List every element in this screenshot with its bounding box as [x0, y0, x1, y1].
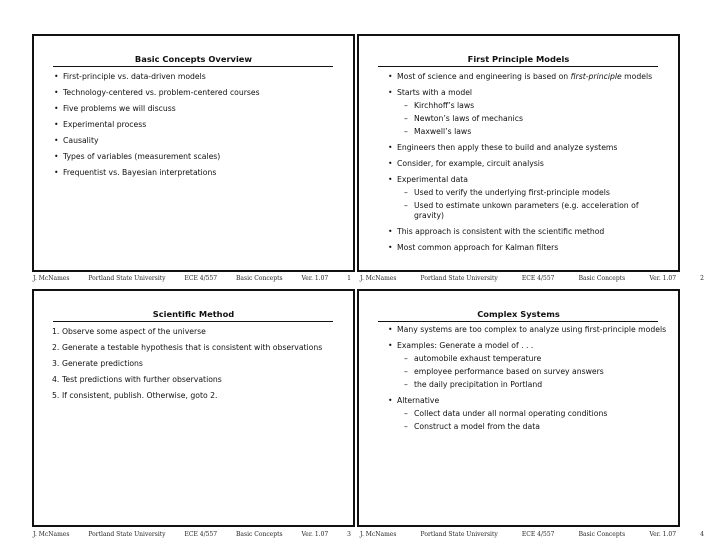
- bullet-text: Most of science and engineering is based on: [397, 72, 571, 81]
- sub-list-item: – Used to verify the underlying first-principle models: [397, 188, 670, 198]
- slide-scientific-method: [32, 289, 355, 527]
- footer-page-number: 2: [700, 274, 704, 282]
- footer-university: Portland State University: [420, 530, 498, 538]
- list-item: • Consider, for example, circuit analysis: [386, 159, 670, 169]
- footer-course: ECE 4/557: [521, 274, 555, 282]
- list-item: [52, 359, 343, 369]
- item-text: Observe some aspect of the universe: [62, 327, 206, 336]
- list-item: [52, 343, 343, 353]
- title-rule: [378, 321, 658, 322]
- list-item: • Causality: [52, 136, 343, 146]
- sub-list-item: – Newton’s laws of mechanics: [397, 114, 670, 124]
- footer-page-number: 4: [700, 530, 704, 538]
- title-rule: [53, 321, 333, 322]
- bullet-text: Starts with a model: [397, 88, 473, 97]
- list-item: • Frequentist vs. Bayesian interpretations: [52, 168, 343, 178]
- list-item: [386, 72, 670, 82]
- footer-author: J. McNames: [360, 530, 397, 538]
- title-rule: [378, 66, 658, 67]
- title-rule: [53, 66, 333, 67]
- bullet-list: [386, 72, 670, 253]
- slide-first-principle-models: [357, 34, 680, 272]
- list-item: • First-principle vs. data-driven models: [52, 72, 343, 82]
- slide-title: First Principle Models: [467, 54, 570, 64]
- list-item: [52, 327, 343, 337]
- item-number: 5.: [52, 391, 60, 400]
- footer-version: Ver. 1.07: [301, 274, 329, 282]
- footer-author: J. McNames: [360, 274, 397, 282]
- item-text: Generate predictions: [62, 359, 143, 368]
- footer-version: Ver. 1.07: [649, 530, 677, 538]
- slide-body: [386, 72, 670, 259]
- footer-topic: Basic Concepts: [578, 274, 626, 282]
- list-item: • This approach is consistent with the scientific method: [386, 227, 670, 237]
- sub-list-item: – automobile exhaust temperature: [397, 354, 670, 364]
- item-number: 2.: [52, 343, 60, 352]
- slide-footer: [360, 529, 704, 539]
- sub-list-item: – the daily precipitation in Portland: [397, 380, 670, 390]
- footer-version: Ver. 1.07: [649, 274, 677, 282]
- sub-list-item: – Kirchhoff’s laws: [397, 101, 670, 111]
- bullet-text: Examples: Generate a model of . . .: [397, 341, 534, 350]
- list-item: [386, 341, 670, 390]
- footer-page-number: 1: [347, 274, 351, 282]
- footer-topic: Basic Concepts: [578, 530, 626, 538]
- list-item: • Five problems we will discuss: [52, 104, 343, 114]
- item-number: 1.: [52, 327, 60, 336]
- sub-list: [397, 101, 670, 137]
- sub-list-item: – employee performance based on survey answers: [397, 367, 670, 377]
- list-item: [386, 175, 670, 221]
- footer-university: Portland State University: [420, 274, 498, 282]
- item-text: Generate a testable hypothesis that is consistent with observations: [62, 343, 323, 352]
- list-item: [386, 88, 670, 137]
- bullet-list: [386, 325, 670, 432]
- list-item: • Most common approach for Kalman filters: [386, 243, 670, 253]
- slide-title: Complex Systems: [477, 309, 560, 319]
- footer-page-number: 3: [347, 530, 351, 538]
- slide-basic-concepts-overview: [32, 34, 355, 272]
- item-number: 4.: [52, 375, 60, 384]
- sub-list: [397, 354, 670, 390]
- list-item: [52, 391, 343, 401]
- list-item: • Engineers then apply these to build and analyze systems: [386, 143, 670, 153]
- slide-title: Scientific Method: [152, 309, 235, 319]
- emphasis-text: first-principle: [570, 72, 622, 81]
- footer-university: Portland State University: [88, 530, 166, 538]
- bullet-text: Alternative: [397, 396, 440, 405]
- list-item: • Many systems are too complex to analyze using first-principle models: [386, 325, 670, 335]
- footer-author: J. McNames: [33, 530, 70, 538]
- numbered-list: [52, 327, 343, 401]
- item-number: 3.: [52, 359, 60, 368]
- sub-list-item: – Collect data under all normal operating conditions: [397, 409, 670, 419]
- slide-title: Basic Concepts Overview: [134, 54, 253, 64]
- sub-list: [397, 409, 670, 432]
- footer-course: ECE 4/557: [521, 530, 555, 538]
- list-item: • Experimental process: [52, 120, 343, 130]
- sub-list-item: – Construct a model from the data: [397, 422, 670, 432]
- list-item: [386, 396, 670, 432]
- footer-university: Portland State University: [88, 274, 166, 282]
- sub-list-item: – Maxwell’s laws: [397, 127, 670, 137]
- footer-topic: Basic Concepts: [236, 530, 283, 538]
- footer-topic: Basic Concepts: [236, 274, 283, 282]
- slide-footer: [33, 273, 351, 283]
- list-item: • Types of variables (measurement scales): [52, 152, 343, 162]
- list-item: [52, 375, 343, 385]
- slide-footer: [33, 529, 351, 539]
- slide-footer: [360, 273, 704, 283]
- sub-list: [397, 188, 670, 221]
- slide-body: [386, 325, 670, 438]
- bullet-text: Experimental data: [397, 175, 469, 184]
- slide-complex-systems: [357, 289, 680, 527]
- footer-author: J. McNames: [33, 274, 70, 282]
- footer-course: ECE 4/557: [184, 530, 218, 538]
- footer-version: Ver. 1.07: [301, 530, 329, 538]
- item-text: Test predictions with further observations: [62, 375, 222, 384]
- item-text: If consistent, publish. Otherwise, goto 2.: [62, 391, 218, 400]
- footer-course: ECE 4/557: [184, 274, 218, 282]
- sub-list-item: – Used to estimate unkown parameters (e.g. acceleration of gravity): [397, 201, 670, 221]
- slide-body: [52, 72, 343, 184]
- bullet-list: [52, 72, 343, 178]
- slide-body: [52, 327, 343, 407]
- bullet-text: models: [621, 72, 653, 81]
- list-item: • Technology-centered vs. problem-centered courses: [52, 88, 343, 98]
